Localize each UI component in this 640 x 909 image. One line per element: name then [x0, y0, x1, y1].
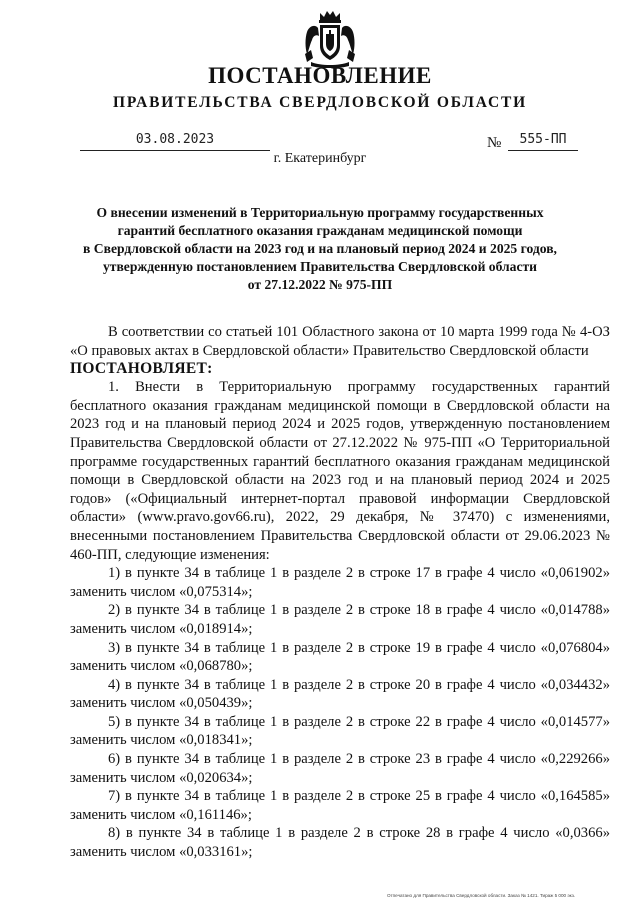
list-item: 6) в пункте 34 в таблице 1 в разделе 2 в строке 23 в графе 4 число «0,229266» заменить числом «0,020634»; [70, 751, 610, 786]
title-line: в Свердловской области на 2023 год и на плановый период 2024 и 2025 годов, [83, 241, 557, 256]
decree-word: ПОСТАНОВЛЯЕТ: [70, 360, 213, 378]
coat-of-arms-icon [303, 10, 357, 68]
list-item: 5) в пункте 34 в таблице 1 в разделе 2 в строке 22 в графе 4 число «0,014577» заменить числом «0,018341»; [70, 713, 610, 749]
title-line: гарантий бесплатного оказания гражданам медицинской помощи [117, 223, 523, 238]
issuing-authority: ПРАВИТЕЛЬСТВА СВЕРДЛОВСКОЙ ОБЛАСТИ [113, 94, 527, 111]
title-line: от 27.12.2022 № 975-ПП [247, 277, 393, 292]
list-item: 1) в пункте 34 в таблице 1 в разделе 2 в строке 17 в графе 4 число «0,061902» заменить числом «0,075314»; [70, 565, 610, 600]
print-footer: Отпечатано для Правительства Свердловской области. Заказ № 1421. Тираж 5 000 экз. [387, 893, 576, 898]
document-date-field [80, 131, 270, 151]
title-line: О внесении изменений в Территориальную программу государственных [96, 205, 544, 220]
number-sign: № [487, 135, 502, 151]
document-date: 03.08.2023 [135, 132, 215, 147]
clause-1: 1. Внести в Территориальную программу государственных гарантий бесплатного оказания гражданам медицинской помощи в Свердловской области на 2023 год и на плановый период 2024 и 2025 годов, утвержденную постановлением Правительства Свердловской области от 27.12.2022 № 975-ПП «О Территориальной программе государственных гарантий бесплатного оказания гражданам медицинской помощи в Свердловской области на 2023 год и на плановый период 2024 и 2025 годов» («Официальный интернет-портал правовой информации Свердловской области» (www.pravo.gov66.ru), 2022, 29 декабря, № 37470) с изменениями, внесенными постановлением Правительства Свердловской области от 29.06.2023 № 460-ПП, следующие изменения: [70, 379, 610, 563]
document-type: ПОСТАНОВЛЕНИЕ [208, 63, 432, 88]
list-item: 8) в пункте 34 в таблице 1 в разделе 2 в строке 28 в графе 4 число «0,0366» заменить числом «0,033161»; [70, 825, 610, 861]
document-title [70, 204, 570, 294]
preamble: В соответствии со статьей 101 Областного закона от 10 марта 1999 года № 4-ОЗ «О правовых актах в Свердловской области» Правительство Свердловской области [70, 324, 610, 359]
city: г. Екатеринбург [273, 151, 367, 166]
list-item: 4) в пункте 34 в таблице 1 в разделе 2 в строке 20 в графе 4 число «0,034432» заменить числом «0,050439»; [70, 676, 610, 712]
title-line: утвержденную постановлением Правительства Свердловской области [102, 259, 538, 274]
document-body [70, 323, 610, 862]
list-item: 2) в пункте 34 в таблице 1 в разделе 2 в строке 18 в графе 4 число «0,014788» заменить числом «0,018914»; [70, 602, 610, 637]
list-item: 7) в пункте 34 в таблице 1 в разделе 2 в строке 25 в графе 4 число «0,164585» заменить числом «0,161146»; [70, 788, 610, 823]
document-number: 555-ПП [519, 132, 567, 147]
list-item: 3) в пункте 34 в таблице 1 в разделе 2 в строке 19 в графе 4 число «0,076804» заменить числом «0,068780»; [70, 639, 610, 675]
